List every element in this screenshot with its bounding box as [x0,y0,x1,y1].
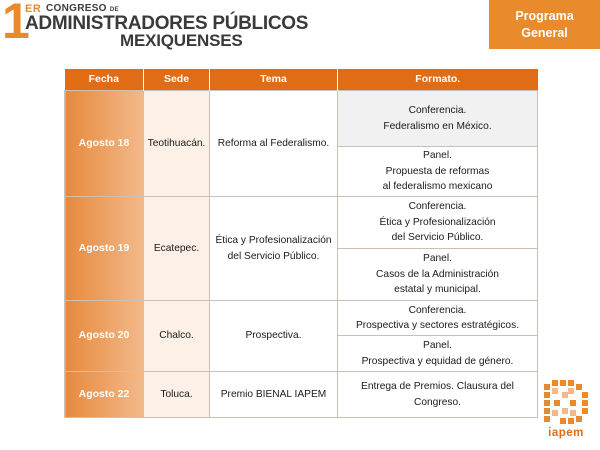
formato-line: Conferencia. [408,105,467,116]
formato-line: Entrega de Premios. Clausura del Congreso. [361,381,514,408]
sede-cell: Teotihuacán. [144,91,210,197]
sede-cell: Chalco. [144,301,210,372]
iapem-emblem-icon [540,378,592,426]
logo-ordinal: ER [25,3,42,15]
fecha-cell: Agosto 22 [65,372,144,418]
programa-line-2: General [521,25,568,40]
congress-logo [2,0,309,52]
programa-general-box [489,0,600,49]
tema-line: del Servicio Público. [227,250,320,262]
table-row [65,301,538,336]
logo-line-congreso-text: CONGRESO [46,3,107,14]
formato-cell [338,91,538,147]
table-row [65,197,538,249]
formato-cell [338,372,538,418]
formato-line: Propuesta de reformas [385,165,490,177]
formato-line: Panel. [423,150,452,162]
fecha-cell: Agosto 19 [65,197,144,301]
tema-cell [210,372,338,418]
formato-line: Conferencia. [408,304,467,316]
formato-line: Casos de la Administración [376,268,499,280]
table-row [65,372,538,418]
table-row [65,91,538,147]
logo-line-administradores: ADMINISTRADORES PÚBLICOS [25,13,309,34]
formato-line: Panel. [423,253,452,265]
formato-cell [338,301,538,336]
tema-cell [210,197,338,301]
formato-cell [338,336,538,372]
schedule-table [64,69,538,418]
tema-line: Ética y Profesionalización [215,235,332,246]
column-header-formato: Formato. [338,69,538,91]
tema-line: Prospectiva. [245,330,302,342]
formato-cell [338,147,538,197]
column-header-sede: Sede [144,69,210,91]
tema-line: Premio BIENAL IAPEM [220,388,327,400]
logo-line-congreso-small: DE [109,7,119,13]
formato-cell [338,197,538,249]
column-header-fecha: Fecha [65,69,144,91]
table-header-row [65,69,538,91]
formato-line: Panel. [423,340,452,351]
logo-line-mexiquenses: MEXIQUENSES [120,31,243,50]
iapem-logo [540,378,592,448]
formato-line: Prospectiva y equidad de género. [361,355,514,367]
fecha-cell: Agosto 20 [65,301,144,372]
formato-line: Conferencia. [408,201,467,213]
tema-cell [210,301,338,372]
formato-line: al federalismo mexicano [382,181,493,193]
formato-line: Federalismo en México. [383,120,492,132]
iapem-wordmark: iapem [548,427,584,439]
sede-cell: Toluca. [144,372,210,418]
formato-line: estatal y municipal. [394,284,481,296]
fecha-cell: Agosto 18 [65,91,144,197]
formato-cell [338,249,538,301]
formato-line: del Servicio Público. [391,232,484,244]
tema-cell [210,91,338,197]
formato-line: Prospectiva y sectores estratégicos. [355,320,520,331]
logo-number: 1 [2,0,30,49]
formato-line: Ética y Profesionalización [379,216,496,228]
tema-line: Reforma al Federalismo. [217,137,330,149]
sede-cell: Ecatepec. [144,197,210,301]
column-header-tema: Tema [210,69,338,91]
programa-line-1: Programa [515,8,574,23]
